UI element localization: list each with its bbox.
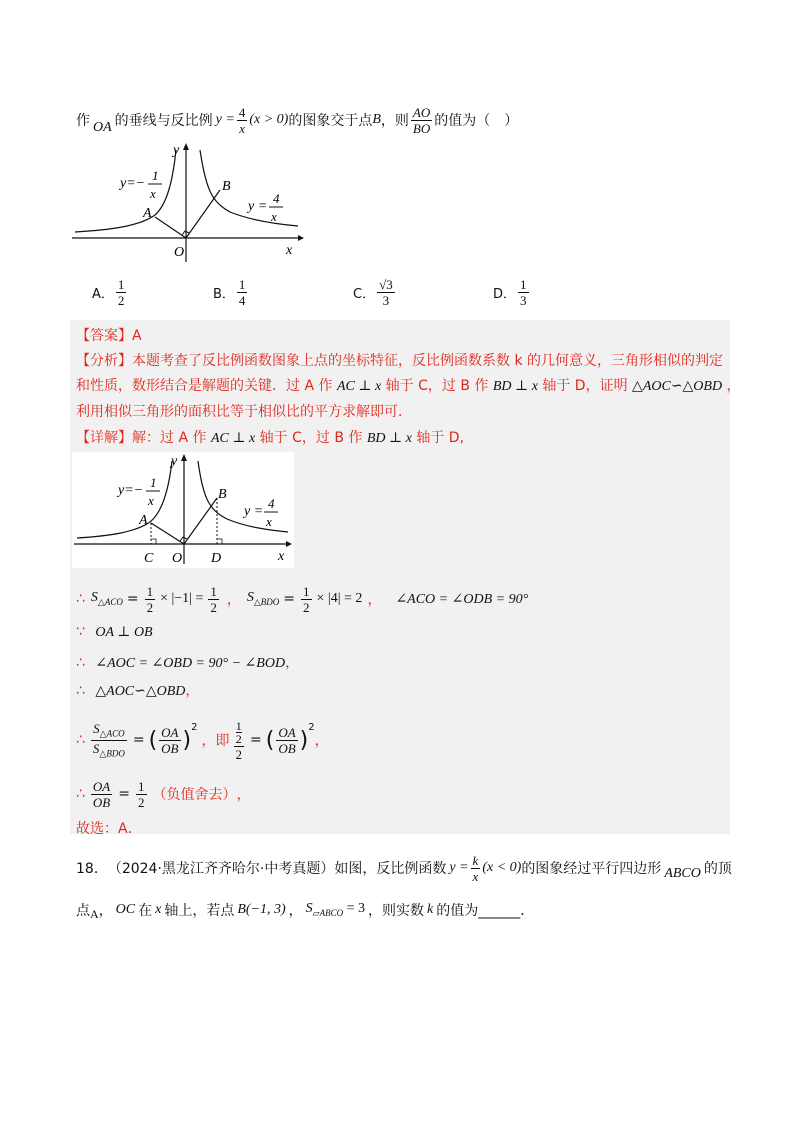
- right-hyperbola: [198, 461, 288, 532]
- s-top: S: [93, 720, 100, 736]
- q18-area: [306, 901, 365, 919]
- therefore-symbol: ∴: [76, 591, 85, 607]
- nested-half-num: 1: [235, 718, 242, 733]
- analysis-math-ac: AC ⊥ x: [336, 379, 382, 394]
- equals-sign: =: [118, 786, 130, 802]
- result-half: $\frac{1}{2}$: [138, 778, 145, 810]
- y-axis-label: y: [171, 454, 178, 469]
- figure-2: [72, 452, 294, 568]
- figure-2-svg: [72, 452, 294, 568]
- final-choice: 故选：A．: [76, 821, 142, 837]
- point-d-text: D: [211, 551, 222, 566]
- choice-a-value: $\frac{1}{2}$: [117, 277, 125, 308]
- choice-a-letter: A．: [92, 287, 114, 302]
- step-areas: [76, 582, 528, 616]
- domain-x-neg: (x < 0): [482, 860, 522, 875]
- s-bdo-sub: △BDO: [253, 596, 280, 607]
- question-18-text-1: 如图，反比例函数: [334, 861, 447, 877]
- detail-text-c: 轴于 C，过 B 作: [259, 430, 363, 446]
- stem-mid3: ，则: [380, 113, 409, 129]
- detail-math-bd: BD ⊥ x: [366, 431, 412, 446]
- s-bottom: S: [92, 740, 100, 756]
- point-b-text: B: [222, 179, 231, 194]
- right-function-den: x: [266, 514, 272, 529]
- choice-d-letter: D．: [493, 287, 517, 302]
- detail-text-e: 轴于 D,: [416, 430, 465, 446]
- function-y-18: y =: [449, 860, 469, 875]
- step-angle: ∴ ∠AOC = ∠OBD = 90° − ∠BOD，: [76, 655, 300, 671]
- analysis-line-2: [76, 375, 741, 395]
- detail-line: [76, 427, 464, 447]
- x-axis-arrow: [286, 541, 292, 547]
- q18-text-g: 的值为______．: [436, 903, 535, 919]
- detail-text-a: 解：过 A 作: [132, 430, 207, 446]
- area-ratio-fraction: [91, 722, 127, 758]
- half-1: $\frac{1}{2}$: [146, 583, 154, 615]
- analysis-text-2g: ，: [726, 378, 741, 394]
- abs-neg1: × |−1| =: [160, 591, 204, 606]
- step-similar: ∴ △AOC∽△OBD，: [76, 683, 200, 699]
- stem-start: 作: [76, 113, 90, 129]
- s-aco: [91, 590, 123, 608]
- q18-point-a: A: [90, 906, 99, 921]
- s-letter: S: [90, 590, 98, 606]
- right-function-num: 4: [273, 191, 280, 206]
- step-area-ratio: ∴ $\frac{S_{\triangle ACO}}{S_{\triangle BDO}}$ = ( $\frac{OA}{OB}$ ) $^2$ ，即 $\frac{\frac{1}{2}}{2}$ = ( $\frac{OA}{OB}$ ) $^2$ ，: [76, 718, 329, 762]
- choice-b-letter: B．: [213, 287, 235, 302]
- left-function-den: x: [150, 186, 156, 201]
- oa-ob-result: $\frac{OA}{OB}$: [92, 778, 111, 810]
- equals-sign-2: =: [249, 732, 262, 748]
- because-symbol: ∵: [76, 624, 85, 640]
- stem-end: 的值为（ ）: [434, 113, 519, 129]
- analysis-text-2a: 和性质，数形结合是解题的关键．过 A 作: [76, 378, 333, 394]
- stem-mid2: 的图象交于点: [288, 113, 373, 129]
- segment-oa: OA: [93, 120, 112, 135]
- x-axis-label: x: [286, 243, 293, 258]
- k-over-x: $\frac{k}{x}$: [472, 852, 479, 884]
- y-axis-arrow: [183, 143, 189, 150]
- right-paren-2: ): [299, 727, 309, 753]
- choice-d-value: $\frac{1}{3}$: [520, 277, 527, 308]
- squared-2: 2: [308, 722, 315, 733]
- analysis-math-similar: △AOC∽△OBD: [632, 379, 723, 394]
- stem-mid1: 的垂线与反比例: [114, 113, 213, 129]
- abs-4: × |4| = 2: [316, 591, 363, 606]
- q18-k: k: [427, 902, 434, 917]
- choice-b-value: $\frac{1}{4}$: [238, 277, 246, 308]
- q18-point-b: B(−1, 3): [237, 902, 286, 917]
- nested-half-den: 2: [235, 731, 242, 746]
- y-axis-label: y: [173, 143, 180, 158]
- comma-2: ，: [367, 592, 382, 608]
- q18-text-a: 点: [76, 903, 90, 919]
- ratio-ao-bo: $\frac{AO}{BO}$: [412, 104, 431, 136]
- q18-x: x: [155, 902, 162, 917]
- question-18-number: 18．: [76, 861, 108, 877]
- x-axis-arrow: [298, 235, 304, 241]
- question-18-source: （2024·黑龙江齐齐哈尔·中考真题）: [107, 861, 335, 877]
- left-hyperbola: [77, 461, 172, 538]
- s-aco-sub: △ACO: [97, 596, 123, 607]
- choice-b[interactable]: [213, 278, 249, 307]
- answer-label: 【答案】A: [76, 328, 142, 344]
- parallelogram-abco: ABCO: [664, 866, 701, 881]
- right-function-num: 4: [268, 496, 275, 511]
- squared: 2: [191, 722, 198, 733]
- segment-ob-line: [186, 190, 220, 238]
- question-18-text-3: 的顶: [703, 861, 732, 877]
- equals-sign: =: [126, 591, 139, 607]
- origin-label: O: [172, 551, 183, 566]
- function-fraction: $\frac{4}{x}$: [238, 104, 246, 136]
- figure-1-svg: [70, 140, 305, 265]
- right-function-den: x: [271, 209, 277, 224]
- left-function-label: y=−: [118, 483, 144, 498]
- half-3: $\frac{1}{2}$: [303, 583, 310, 615]
- question-18-line-2: [76, 896, 534, 924]
- left-paren-2: (: [265, 727, 275, 753]
- analysis-text-2c: 轴于 C，过 B 作: [385, 378, 489, 394]
- q18-text-f: ，则实数: [368, 903, 424, 919]
- step-result: ∴ $\frac{OA}{OB}$ = $\frac{1}{2}$ （负值舍去） ，: [76, 778, 251, 810]
- point-a-text: A: [139, 513, 148, 528]
- analysis-line-3: 利用相似三角形的面积比等于相似比的平方求解即可．: [76, 404, 412, 420]
- choice-d[interactable]: [493, 278, 531, 307]
- left-hyperbola: [75, 150, 176, 232]
- choice-c-letter: C．: [353, 287, 376, 302]
- therefore-symbol: ∴: [76, 732, 85, 748]
- point-c-text: C: [144, 551, 154, 566]
- therefore-symbol: ∴: [76, 655, 85, 671]
- oa-ob-fraction: $\frac{OA}{OB}$: [161, 724, 179, 756]
- right-hyperbola: [200, 150, 298, 226]
- half-2: $\frac{1}{2}$: [210, 583, 217, 615]
- left-function-num: 1: [150, 475, 157, 490]
- q18-segment-oc: OC: [115, 902, 136, 917]
- q18-text-c: 在: [138, 903, 153, 919]
- left-paren: (: [148, 727, 158, 753]
- right-angle-c: [151, 539, 156, 544]
- point-b-text: B: [218, 487, 227, 502]
- angle-aoc: ∠AOC = ∠OBD = 90° − ∠BOD: [95, 656, 286, 671]
- right-angle-d: [217, 539, 222, 544]
- segment-ob-line: [184, 498, 217, 544]
- choice-c-value: $\frac{√3}{3}$: [379, 277, 393, 308]
- q18-s: S: [305, 901, 313, 917]
- analysis-text-2e: 轴于 D，证明: [542, 378, 628, 394]
- s-bdo-sub: △BDO: [99, 748, 125, 759]
- ji-text: ，即: [201, 733, 230, 749]
- oa-ob-fraction-2: $\frac{OA}{OB}$: [278, 724, 296, 756]
- s-bdo: [247, 590, 279, 608]
- right-function-label: y =: [244, 504, 264, 519]
- choice-a[interactable]: [92, 278, 128, 307]
- left-function-den: x: [148, 493, 154, 508]
- left-function-label: y=−: [120, 176, 146, 191]
- negative-discarded-note: （负值舍去）: [152, 787, 237, 803]
- q18-text-b: ，: [98, 903, 113, 919]
- s-letter-2: S: [246, 590, 254, 606]
- analysis-text-1: 本题考查了反比例函数图象上点的坐标特征，反比例函数系数 k 的几何意义，三角形相似的判定: [132, 353, 724, 369]
- question-18-text-2: 的图象经过平行四边形: [521, 861, 662, 877]
- question-18-line-1: [76, 850, 732, 886]
- angle-equal-90: ∠ACO = ∠ODB = 90°: [395, 591, 529, 607]
- therefore-symbol: ∴: [76, 786, 85, 802]
- right-function-label: y =: [248, 199, 268, 214]
- s-aco-sub: △ACO: [99, 728, 125, 739]
- detail-label: 【详解】: [76, 430, 132, 446]
- analysis-line-1: [76, 350, 723, 370]
- detail-math-ac: AC ⊥ x: [210, 431, 256, 446]
- x-axis-label: x: [278, 549, 285, 564]
- therefore-symbol: ∴: [76, 683, 85, 699]
- perp-oa-ob: OA ⊥ OB: [95, 625, 153, 640]
- function-y: y =: [215, 112, 235, 127]
- q18-text-d: 轴上，若点: [164, 903, 235, 919]
- left-function-num: 1: [152, 168, 159, 183]
- point-a-text: A: [143, 206, 152, 221]
- q18-s-value: = 3: [346, 901, 365, 917]
- q18-text-e: ，: [288, 903, 303, 919]
- analysis-math-bd: BD ⊥ x: [492, 379, 538, 394]
- right-paren: ): [182, 727, 192, 753]
- figure-1: [70, 140, 305, 265]
- origin-label: O: [174, 245, 185, 260]
- q18-s-sub: ▱ABCO: [312, 907, 344, 918]
- analysis-label: 【分析】: [76, 353, 132, 369]
- similar-triangles: △AOC∽△OBD: [95, 684, 186, 699]
- y-axis-arrow: [181, 454, 187, 461]
- half-over-two: $\frac{\frac{1}{2}}{2}$: [235, 718, 242, 762]
- question-17-stem: [76, 100, 518, 140]
- function-domain: (x > 0): [249, 112, 289, 127]
- choice-c[interactable]: [353, 278, 397, 307]
- equals-sign: =: [132, 732, 145, 748]
- equals-sign-2: =: [283, 591, 296, 607]
- step-perpendicular: [76, 624, 153, 641]
- comma: ，: [226, 592, 241, 608]
- segment-oa-line: [155, 217, 186, 238]
- point-b-label: B: [372, 112, 381, 127]
